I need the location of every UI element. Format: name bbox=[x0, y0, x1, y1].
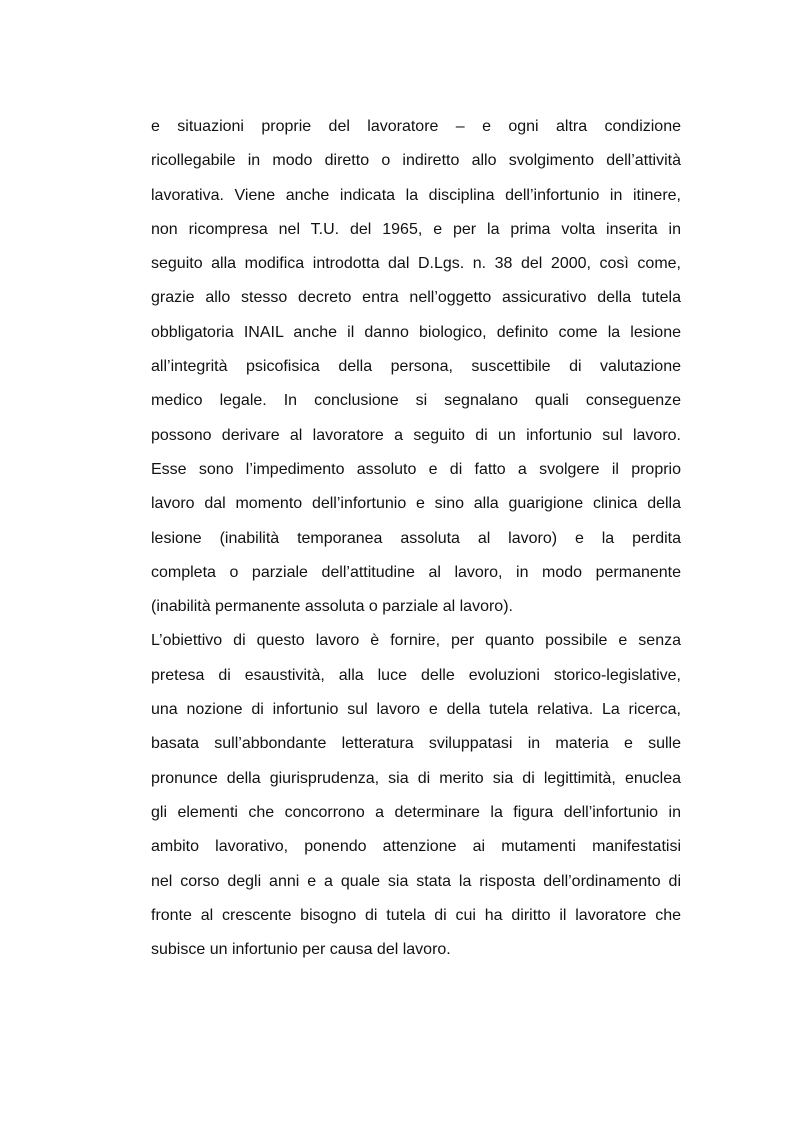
paragraph-1 bbox=[151, 110, 681, 624]
text-line: medico legale. In conclusione si segnalano quali conseguenze bbox=[151, 392, 681, 410]
text-line: completa o parziale dell’attitudine al lavoro, in modo permanente bbox=[151, 563, 681, 581]
text-line: possono derivare al lavoratore a seguito di un infortunio sul lavoro. bbox=[151, 426, 681, 444]
text-line: nel corso degli anni e a quale sia stata la risposta dell’ordinamento di bbox=[151, 872, 681, 890]
text-line: grazie allo stesso decreto entra nell’oggetto assicurativo della tutela bbox=[151, 289, 681, 307]
text-line: L’obiettivo di questo lavoro è fornire, per quanto possibile e senza bbox=[151, 632, 681, 650]
text-line: basata sull’abbondante letteratura sviluppatasi in materia e sulle bbox=[151, 735, 681, 753]
text-line: pronunce della giurisprudenza, sia di merito sia di legittimità, enuclea bbox=[151, 769, 681, 787]
text-line: (inabilità permanente assoluta o parziale al lavoro). bbox=[151, 598, 513, 616]
text-line: subisce un infortunio per causa del lavoro. bbox=[151, 941, 451, 959]
text-line: gli elementi che concorrono a determinare la figura dell’infortunio in bbox=[151, 803, 681, 821]
text-line: ambito lavorativo, ponendo attenzione ai mutamenti manifestatisi bbox=[151, 838, 681, 856]
text-line: lesione (inabilità temporanea assoluta al lavoro) e la perdita bbox=[151, 529, 681, 547]
text-line: pretesa di esaustività, alla luce delle evoluzioni storico-legislative, bbox=[151, 666, 681, 684]
paragraph-2 bbox=[151, 624, 681, 967]
text-line: lavorativa. Viene anche indicata la disciplina dell’infortunio in itinere, bbox=[151, 186, 681, 204]
text-line: una nozione di infortunio sul lavoro e della tutela relativa. La ricerca, bbox=[151, 701, 681, 719]
text-line: seguito alla modifica introdotta dal D.Lgs. n. 38 del 2000, così come, bbox=[151, 255, 681, 273]
text-line: obbligatoria INAIL anche il danno biologico, definito come la lesione bbox=[151, 323, 681, 341]
text-line: ricollegabile in modo diretto o indiretto allo svolgimento dell’attività bbox=[151, 152, 681, 170]
text-line: fronte al crescente bisogno di tutela di cui ha diritto il lavoratore che bbox=[151, 906, 681, 924]
text-line: lavoro dal momento dell’infortunio e sino alla guarigione clinica della bbox=[151, 495, 681, 513]
text-line: all’integrità psicofisica della persona, suscettibile di valutazione bbox=[151, 358, 681, 376]
body-text bbox=[151, 110, 681, 967]
text-line: Esse sono l’impedimento assoluto e di fatto a svolgere il proprio bbox=[151, 460, 681, 478]
text-line: e situazioni proprie del lavoratore – e ogni altra condizione bbox=[151, 118, 681, 135]
text-line: non ricompresa nel T.U. del 1965, e per la prima volta inserita in bbox=[151, 220, 681, 238]
